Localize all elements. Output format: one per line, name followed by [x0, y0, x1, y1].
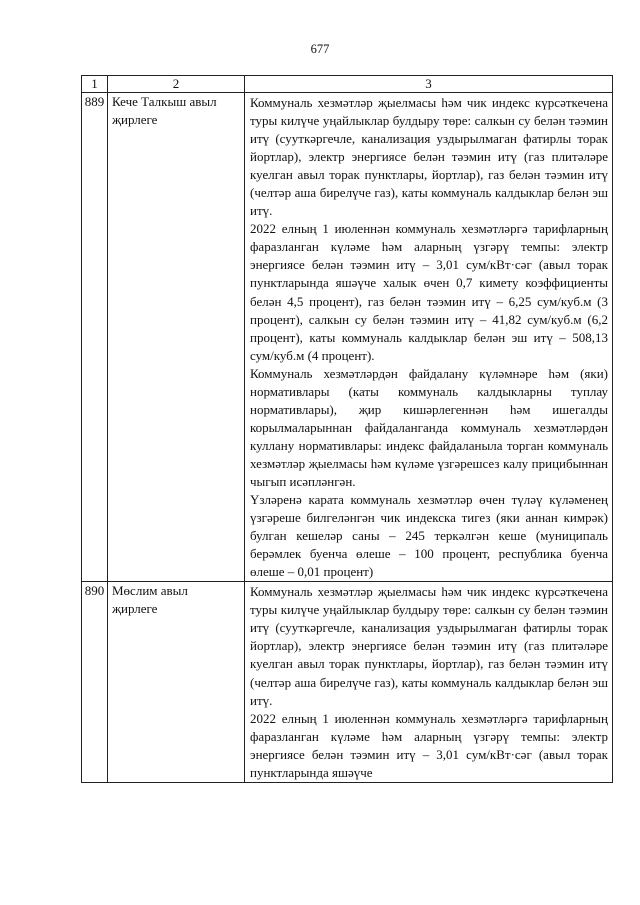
paragraph: Үзләренә карата коммуналь хезмәтләр өчен түләү күләменең үзгәреше билгеләнгән чик индекска тигез (яки аннан кимрәк) булган кешеләр саны – 245 теркәлгән кеше (муниципаль берәмлек буенча өлеше – 100 процент, республика буенча өлеше – 0,01 процент)	[250, 492, 608, 580]
table-row	[82, 93, 613, 582]
paragraph: Коммуналь хезмәтләр җыелмасы һәм чик индекс күрсәткечена туры килүче уңайлыклар булдыру төре: салкын су белән тәэмин итү (сууткәргечле, канализация уздырылмаган фатирлы торак йортлар), электр энергиясе белән тәэмин итү (газ плитәләре куелган авыл торак пунктлары, йортлар), газ белән тәэмин итү (челтәр аша бирелүче газ), каты коммуналь калдыклар белән эш итү.	[250, 584, 608, 708]
paragraph: Коммуналь хезмәтләрдән файдалану күләмнәре һәм (яки) нормативлары (каты коммуналь калдыкларны туплау нормативлары), җир кишәрлегеннән һәм ишегалды корылмаларыннан файдаланганда коммуналь хезмәтләрдән куллану нормативлары: индекс файдаланыла торган коммуналь хезмәтләр җыелмасы һәм күләме үзгәрешсез калу прицибыннан чыгып исәпләнгән.	[250, 365, 608, 489]
header-cell-3: 3	[245, 76, 613, 93]
settlement-name: Кече Талкыш авыл җирлеге	[112, 94, 217, 128]
header-cell-2: 2	[108, 76, 245, 93]
settlement-name-cell	[108, 582, 245, 783]
paragraph: Коммуналь хезмәтләр җыелмасы һәм чик индекс күрсәткечена туры килүче уңайлыклар булдыру төре: салкын су белән тәэмин итү (сууткәргечле, канализация уздырылмаган фатирлы торак йортлар), электр энергиясе белән тәэмин итү (газ плитәләре куелган авыл торак пунктлары, йортлар), газ белән тәэмин итү (челтәр аша бирелүче газ), каты коммуналь калдыклар белән эш итү.	[250, 95, 608, 219]
description-cell	[245, 93, 613, 582]
paragraph: 2022 елның 1 июленнән коммуналь хезмәтләргә тарифларның фаразланган күләме һәм аларның үзгәрү темпы: электр энергиясе белән тәэмин итү – 3,01 сум/кВт·сәг (авыл торак пунктларында яшәүче	[250, 710, 608, 780]
table-header-row	[82, 76, 613, 93]
page-number: 677	[310, 42, 330, 56]
header-cell-1: 1	[82, 76, 108, 93]
row-number: 889	[82, 93, 108, 582]
data-table	[81, 75, 613, 783]
table-row	[82, 582, 613, 783]
description-cell	[245, 582, 613, 783]
row-number: 890	[82, 582, 108, 783]
settlement-name: Мөслим авыл җирлеге	[112, 583, 188, 617]
settlement-name-cell	[108, 93, 245, 582]
paragraph: 2022 елның 1 июленнән коммуналь хезмәтләргә тарифларның фаразланган күләме һәм аларның үзгәрү темпы: электр энергиясе белән тәэмин итү – 3,01 сум/кВт·сәг (авыл торак пунктларында яшәүче халык өчен 0,7 кимету коэффициенты белән 4,5 процент), газ белән тәэмин итү – 6,25 сум/куб.м (3 процент), салкын су белән тәэмин итү – 41,82 сум/куб.м (6,2 процент), каты коммуналь калдыклар белән эш итү – 508,13 сум/куб.м (4 процент).	[250, 221, 608, 363]
